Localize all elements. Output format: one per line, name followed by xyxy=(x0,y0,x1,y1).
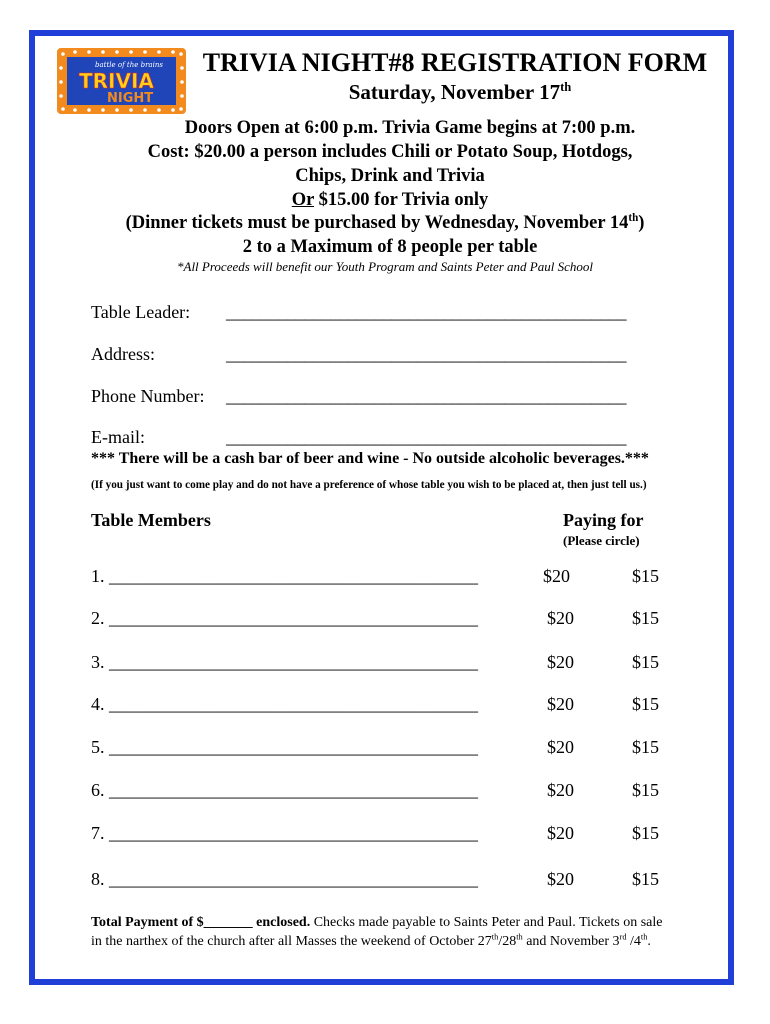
cost-text-line2: Chips, Drink and Trivia xyxy=(295,166,485,186)
price-20-option-6[interactable]: $20 xyxy=(547,780,574,800)
cost-text-line1: Cost: $20.00 a person includes Chili or Potato Soup, Hotdogs, xyxy=(147,142,633,162)
member-row-7[interactable]: 7. _________________________________________ xyxy=(91,823,478,843)
doors-open-text: Doors Open at 6:00 p.m. Trivia Game begins at 7:00 p.m. xyxy=(184,118,636,138)
member-row-2[interactable]: 2. _________________________________________ xyxy=(91,608,478,628)
proceeds-note: *All Proceeds will benefit our Youth Program and Saints Peter and Paul School xyxy=(177,259,593,274)
price-15-option-3[interactable]: $15 xyxy=(632,652,659,672)
payment-line-1: Total Payment of $_______ enclosed. Checks made payable to Saints Peter and Paul. Tickets on sale xyxy=(91,915,663,930)
total-payment-field[interactable]: Total Payment of $_______ enclosed. xyxy=(91,915,311,930)
price-20-option-5[interactable]: $20 xyxy=(547,737,574,757)
member-row-8[interactable]: 8. _________________________________________ xyxy=(91,869,478,889)
table-size-text: 2 to a Maximum of 8 people per table xyxy=(242,237,538,257)
paying-for-heading: Paying for xyxy=(563,510,644,530)
email-label: E-mail: xyxy=(91,427,145,447)
logo-word-trivia: TRIVIA xyxy=(79,69,154,93)
member-row-6[interactable]: 6. _________________________________________ xyxy=(91,780,478,800)
member-row-5[interactable]: 5. _________________________________________ xyxy=(91,737,478,757)
price-15-option-4[interactable]: $15 xyxy=(632,694,659,714)
member-row-3[interactable]: 3. _________________________________________ xyxy=(91,652,478,672)
price-20-option-2[interactable]: $20 xyxy=(547,608,574,628)
price-20-option-7[interactable]: $20 xyxy=(547,823,574,843)
table-preference-note: (If you just want to come play and do not have a preference of whose table you wish to be placed at, then just tell us.) xyxy=(91,479,647,491)
event-date: Saturday, November 17th xyxy=(348,80,572,104)
form-title: TRIVIA NIGHT#8 REGISTRATION FORM xyxy=(202,48,708,77)
price-20-option-8[interactable]: $20 xyxy=(547,869,574,889)
logo-tagline: battle of the brains xyxy=(95,61,163,69)
payment-line-2: in the narthex of the church after all Masses the weekend of October 27th/28th and November 3rd /4th. xyxy=(91,932,651,949)
logo-word-night: NIGHT xyxy=(107,91,154,106)
price-15-option-1[interactable]: $15 xyxy=(632,566,659,586)
phone-number-label: Phone Number: xyxy=(91,386,205,406)
address-label: Address: xyxy=(91,344,155,364)
price-15-option-6[interactable]: $15 xyxy=(632,780,659,800)
table-leader-label: Table Leader: xyxy=(91,302,191,322)
address-field[interactable]: ______________________________________________ xyxy=(226,344,627,364)
price-15-option-2[interactable]: $15 xyxy=(632,608,659,628)
cash-bar-notice: *** There will be a cash bar of beer and wine - No outside alcoholic beverages.*** xyxy=(91,450,649,467)
table-leader-field[interactable]: ______________________________________________ xyxy=(226,302,627,322)
please-circle-note: (Please circle) xyxy=(563,533,640,548)
trivia-night-logo xyxy=(55,46,188,116)
price-15-option-5[interactable]: $15 xyxy=(632,737,659,757)
price-20-option-4[interactable]: $20 xyxy=(547,694,574,714)
member-row-4[interactable]: 4. _________________________________________ xyxy=(91,694,478,714)
phone-number-field[interactable]: ______________________________________________ xyxy=(226,386,627,406)
price-15-option-7[interactable]: $15 xyxy=(632,823,659,843)
email-field[interactable]: ______________________________________________ xyxy=(226,427,627,447)
price-20-option-3[interactable]: $20 xyxy=(547,652,574,672)
table-members-heading: Table Members xyxy=(91,510,211,530)
dinner-deadline: (Dinner tickets must be purchased by Wednesday, November 14th) xyxy=(125,211,645,233)
price-20-option-1[interactable]: $20 xyxy=(543,566,570,586)
member-row-1[interactable]: 1. _________________________________________ xyxy=(91,566,478,586)
price-15-option-8[interactable]: $15 xyxy=(632,869,659,889)
trivia-only-price: Or $15.00 for Trivia only xyxy=(291,190,489,210)
